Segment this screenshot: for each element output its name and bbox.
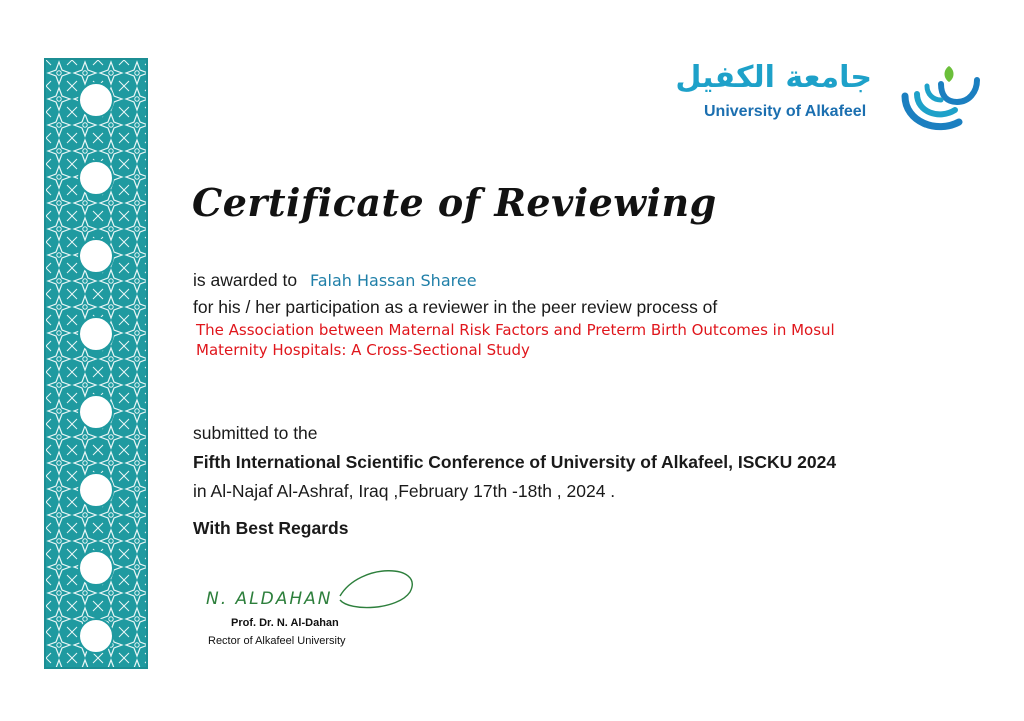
paper-title — [196, 320, 976, 360]
paper-title-line: The Association between Maternal Risk Factors and Preterm Birth Outcomes in Mosul — [196, 321, 835, 339]
medallion-icon — [78, 550, 114, 586]
medallion-icon — [78, 238, 114, 274]
medallion-icon — [78, 618, 114, 654]
awarded-to-label: is awarded to — [193, 270, 298, 290]
medallion-icon — [78, 82, 114, 118]
participation-text: for his / her participation as a reviewer in the peer review process of — [193, 297, 718, 317]
submitted-to-label: submitted to the — [193, 423, 318, 443]
regards-text: With Best Regards — [193, 518, 349, 538]
university-logo — [675, 60, 992, 136]
medallion-icon — [78, 394, 114, 430]
location-date: in Al-Najaf Al-Ashraf, Iraq ,February 17th -18th , 2024 . — [193, 481, 616, 501]
medallion-icon — [78, 472, 114, 508]
signatory-name: Prof. Dr. N. Al-Dahan — [231, 617, 339, 629]
certificate-title: Certificate of Reviewing — [192, 180, 717, 225]
paper-title-line: Maternity Hospitals: A Cross-Sectional Study — [196, 341, 530, 359]
logo-english-text: University of Alkafeel — [704, 103, 867, 120]
signatory-role: Rector of Alkafeel University — [208, 635, 346, 647]
recipient-name: Falah Hassan Sharee — [309, 271, 477, 290]
awarded-line — [193, 270, 477, 291]
logo-arabic-text: جامعة الكفيل — [675, 60, 872, 95]
medallion-icon — [78, 316, 114, 352]
conference-name: Fifth International Scientific Conference of University of Alkafeel, ISCKU 2024 — [193, 452, 837, 472]
decorative-border — [44, 58, 148, 669]
handwritten-signature — [200, 552, 420, 622]
alkafeel-logo-icon — [897, 60, 987, 136]
medallion-icon — [78, 160, 114, 196]
signature-text: N. ALDAHAN — [206, 589, 333, 609]
